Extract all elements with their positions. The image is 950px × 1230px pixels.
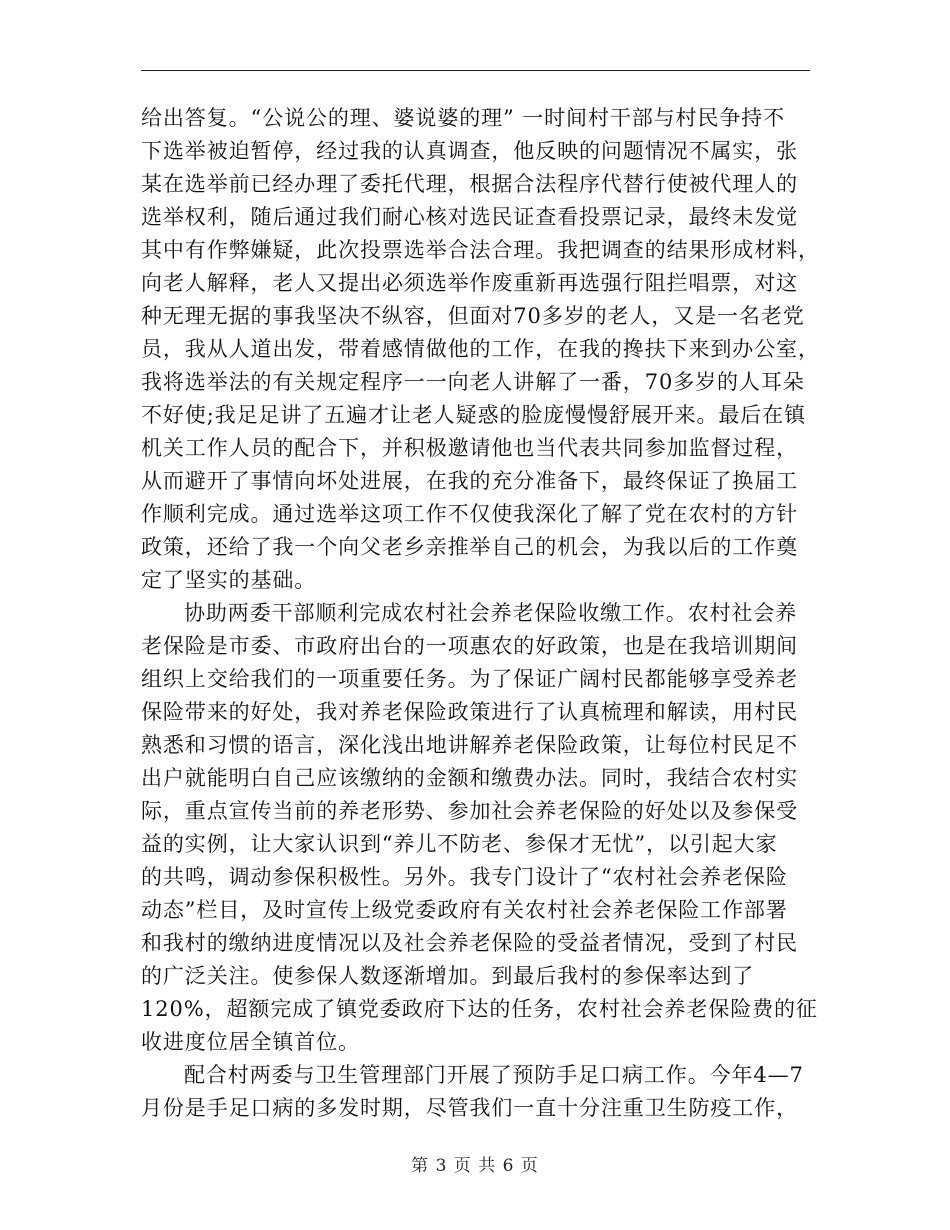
text-line: 向老人解释，老人又提出必须选举作废重新再选强行阻拦唱票，对这 xyxy=(141,271,798,295)
text-line: 组织上交给我们的一项重要任务。为了保证广阔村民都能够享受养老 xyxy=(141,667,798,691)
paragraph-first-line: 配合村两委与卫生管理部门开展了预防手足口病工作。今年4—7 xyxy=(184,1063,804,1087)
paragraph-first-line: 协助两委干部顺利完成农村社会养老保险收缴工作。农村社会养 xyxy=(184,601,798,625)
page-number-footer: 第 3 页 共 6 页 xyxy=(411,1156,539,1176)
text-line: 收进度位居全镇首位。 xyxy=(141,1030,360,1054)
text-line: 下选举被迫暂停，经过我的认真调查，他反映的问题情况不属实，张 xyxy=(141,139,798,163)
text-line: 月份是手足口病的多发时期，尽管我们一直十分注重卫生防疫工作， xyxy=(141,1096,798,1120)
text-line: 选举权利，随后通过我们耐心核对选民证查看投票记录，最终未发觉 xyxy=(141,205,798,229)
text-line: 出户就能明白自己应该缴纳的金额和缴费办法。同时，我结合农村实 xyxy=(141,766,798,790)
text-line: 120%，超额完成了镇党委政府下达的任务，农村社会养老保险费的征 xyxy=(141,997,818,1021)
text-line: 政策，还给了我一个向父老乡亲推举自己的机会，为我以后的工作奠 xyxy=(141,535,798,559)
text-line: 员，我从人道出发，带着感情做他的工作，在我的搀扶下来到办公室， xyxy=(141,337,820,361)
text-line: 其中有作弊嫌疑，此次投票选举合法合理。我把调查的结果形成材料， xyxy=(141,238,820,262)
text-line: 种无理无据的事我坚决不纵容，但面对70多岁的老人，又是一名老党 xyxy=(141,304,805,328)
document-body xyxy=(141,102,820,1125)
text-line: 不好使;我足足讲了五遍才让老人疑惑的脸庞慢慢舒展开来。最后在镇 xyxy=(141,403,806,427)
text-line: 保险带来的好处，我对养老保险政策进行了认真梳理和解读，用村民 xyxy=(141,700,798,724)
header-rule xyxy=(141,70,810,71)
text-line: 益的实例，让大家认识到“养儿不防老、参保才无忧”，以引起大家 xyxy=(141,832,778,856)
text-line: 机关工作人员的配合下，并积极邀请他也当代表共同参加监督过程， xyxy=(141,436,798,460)
text-line: 我将选举法的有关规定程序一一向老人讲解了一番，70多岁的人耳朵 xyxy=(141,370,805,394)
text-line: 的共鸣，调动参保积极性。另外。我专门设计了“农村社会养老保险 xyxy=(141,865,788,889)
text-line: 动态”栏目，及时宣传上级党委政府有关农村社会养老保险工作部署 xyxy=(141,898,788,922)
text-line: 给出答复。“公说公的理、婆说婆的理” 一时间村干部与村民争持不 xyxy=(141,106,786,130)
text-line: 际，重点宣传当前的养老形势、参加社会养老保险的好处以及参保受 xyxy=(141,799,798,823)
text-line: 熟悉和习惯的语言，深化浅出地讲解养老保险政策，让每位村民足不 xyxy=(141,733,798,757)
text-line: 某在选举前已经办理了委托代理，根据合法程序代替行使被代理人的 xyxy=(141,172,798,196)
text-line: 作顺利完成。通过选举这项工作不仅使我深化了解了党在农村的方针 xyxy=(141,502,798,526)
text-line: 老保险是市委、市政府出台的一项惠农的好政策，也是在我培训期间 xyxy=(141,634,798,658)
text-line: 的广泛关注。使参保人数逐渐增加。到最后我村的参保率达到了 xyxy=(141,964,755,988)
text-line: 从而避开了事情向坏处进展，在我的充分准备下，最终保证了换届工 xyxy=(141,469,798,493)
text-line: 和我村的缴纳进度情况以及社会养老保险的受益者情况，受到了村民 xyxy=(141,931,798,955)
text-line: 定了坚实的基础。 xyxy=(141,568,317,592)
